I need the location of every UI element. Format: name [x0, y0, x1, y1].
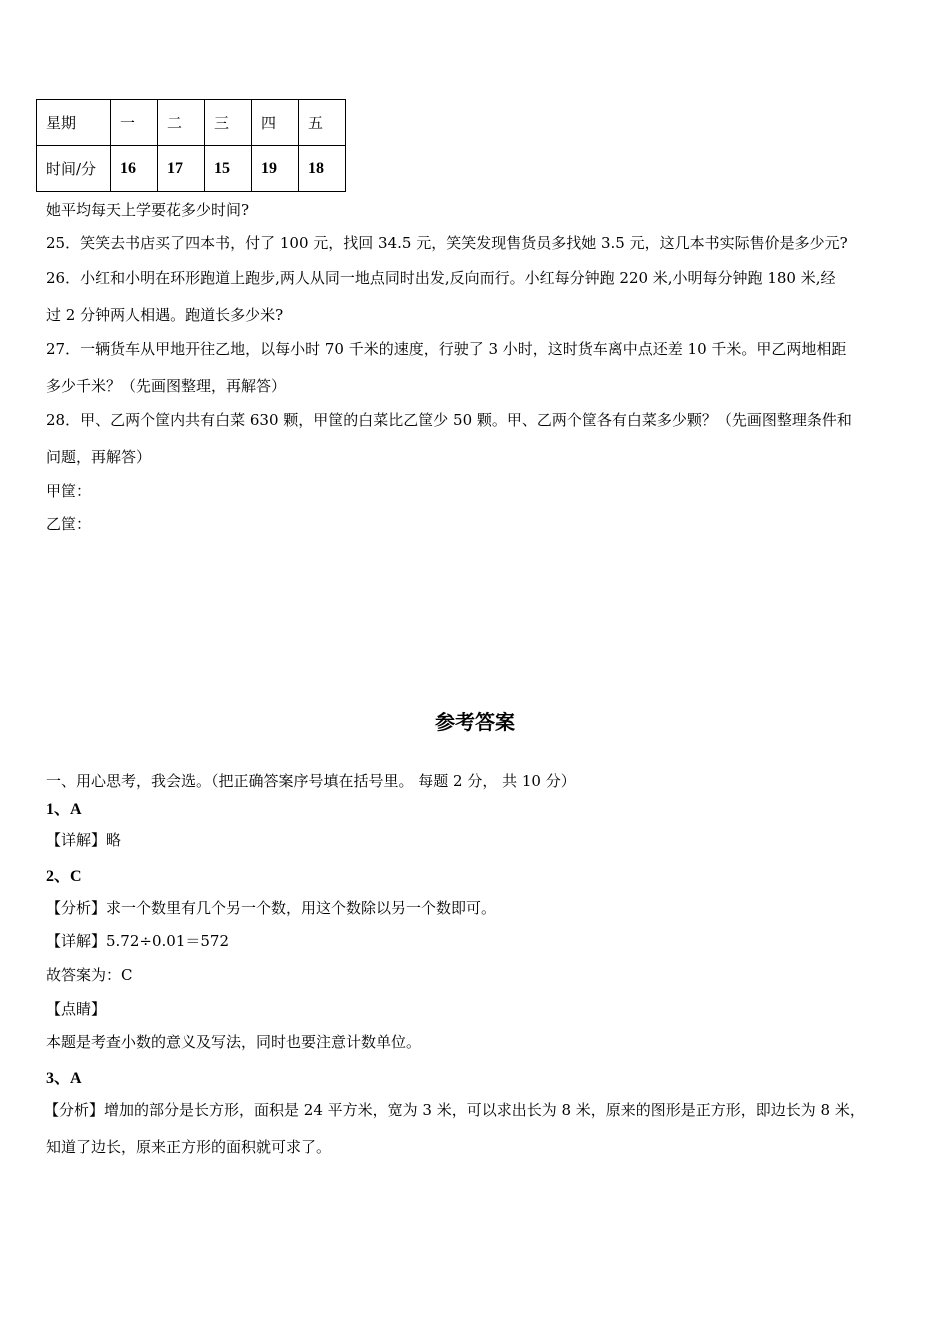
question-28-line-1: 28．甲、乙两个筐内共有白菜 630 颗，甲筐的白菜比乙筐少 50 颗。甲、乙两个筐各有白菜多少颗？（先画图整理条件和: [46, 411, 852, 429]
table-header-cell: 一: [111, 100, 158, 146]
weekday-time-table: [36, 99, 346, 192]
question-28-line-2: 问题，再解答）: [46, 448, 152, 466]
table-row: [37, 146, 346, 192]
basket-a-label: 甲筐：: [46, 482, 92, 500]
table-cell: 18: [299, 146, 346, 192]
basket-b-label: 乙筐：: [46, 515, 92, 533]
table-header-cell: 二: [158, 100, 205, 146]
question-27-line-1: 27．一辆货车从甲地开往乙地，以每小时 70 千米的速度，行驶了 3 小时，这时货车离中点还差 10 千米。甲乙两地相距: [46, 340, 847, 358]
table-row: [37, 100, 346, 146]
table-cell: 16: [111, 146, 158, 192]
answer-2-comment: 本题是考查小数的意义及写法，同时也要注意计数单位。: [46, 1033, 422, 1051]
answer-section-heading: 一、用心思考，我会选。（把正确答案序号填在括号里。 每题 2 分， 共 10 分）: [46, 772, 576, 790]
table-cell: 19: [252, 146, 299, 192]
table-cell: 15: [205, 146, 252, 192]
answer-2-analysis: 【分析】求一个数里有几个另一个数，用这个数除以另一个数即可。: [46, 899, 497, 917]
table-header-cell: 三: [205, 100, 252, 146]
answer-1: 1、A: [46, 801, 82, 818]
answer-2-result: 故答案为：C: [46, 966, 133, 984]
answer-3: 3、A: [46, 1070, 82, 1087]
answer-1-detail: 【详解】略: [46, 831, 122, 849]
question-25: 25．笑笑去书店买了四本书，付了 100 元，找回 34.5 元，笑笑发现售货员多找她 3.5 元，这几本书实际售价是多少元?: [46, 234, 848, 252]
answer-2-detail: 【详解】5.72÷0.01＝572: [46, 932, 229, 950]
table-header-cell: 星期: [37, 100, 111, 146]
answer-2: 2、C: [46, 868, 82, 885]
question-line: 她平均每天上学要花多少时间?: [46, 201, 250, 219]
table-cell: 时间/分: [37, 146, 111, 192]
question-26-line-2: 过 2 分钟两人相遇。跑道长多少米?: [46, 306, 284, 324]
table-header-cell: 五: [299, 100, 346, 146]
table-header-cell: 四: [252, 100, 299, 146]
question-26-line-1: 26．小红和小明在环形跑道上跑步,两人从同一地点同时出发,反向而行。小红每分钟跑 220 米,小明每分钟跑 180 米,经: [46, 269, 836, 287]
answer-3-analysis-line-2: 知道了边长，原来正方形的面积就可求了。: [46, 1138, 332, 1156]
answer-2-comment-label: 【点睛】: [46, 1000, 107, 1018]
answer-3-analysis-line-1: 【分析】增加的部分是长方形，面积是 24 平方米，宽为 3 米，可以求出长为 8 米，原来的图形是正方形，即边长为 8 米，: [44, 1101, 865, 1119]
table-cell: 17: [158, 146, 205, 192]
answer-section-title: 参考答案: [435, 710, 515, 734]
question-27-line-2: 多少千米？（先画图整理，再解答）: [46, 377, 287, 395]
